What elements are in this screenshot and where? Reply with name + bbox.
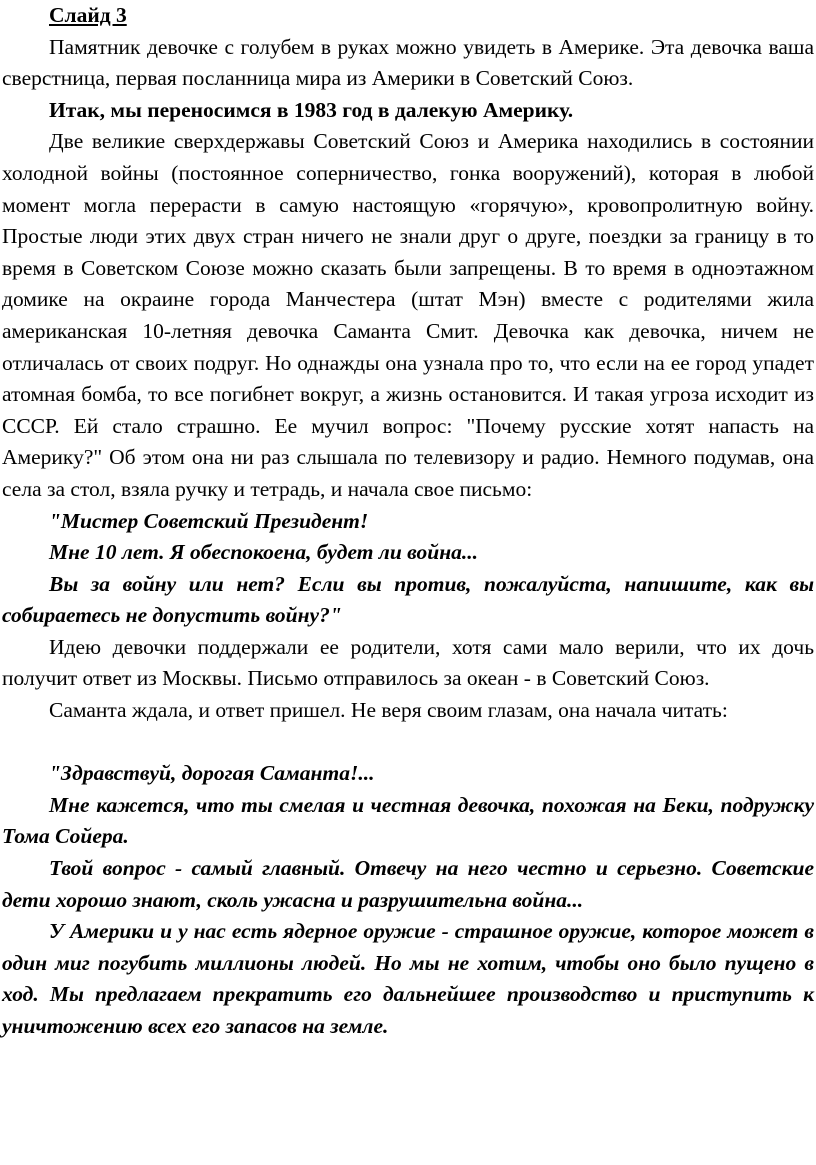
reply-paragraph: Твой вопрос - самый главный. Отвечу на него честно и серьезно. Советские дети хорошо знают, сколь ужасна и разрушительна война...	[2, 856, 814, 912]
slide-title: Слайд 3	[49, 3, 127, 27]
letter-question: Вы за войну или нет? Если вы против, пожалуйста, напишите, как вы собираетесь не допустить войну?"	[2, 571, 814, 628]
reply-paragraph: Мне кажется, что ты смелая и честная девочка, похожая на Беки, подружку Тома Сойера.	[2, 792, 814, 849]
reply-greeting: "Здравствуй, дорогая Саманта!...	[49, 761, 375, 786]
parents-paragraph: Идею девочки поддержали ее родители, хотя сами мало верили, что их дочь получит ответ из Москвы. Письмо отправилось за океан - в Советский Союз.	[2, 634, 814, 691]
history-paragraph: Две великие сверхдержавы Советский Союз и Америка находились в состоянии холодной войны (постоянное соперничество, гонка вооружений), которая в любой момент могла перерасти в самую настоящую «горячую», кровопролитную войну. Простые люди этих двух стран ничего не знали друг о друге, поездки за границу в то время в Советском Союзе можно сказать были запрещены. В то время в одноэтажном домике на окраине города Манчестера (штат Мэн) вместе с родителями жила американская 10-летняя девочка Саманта Смит. Девочка как девочка, ничем не отличалась от своих подруг. Но однажды она узнала про то, что если на ее город упадет атомная бомба, то все погибнет вокруг, а жизнь остановится. И такая угроза исходит из СССР. Ей стало страшно. Ее мучил вопрос: "Почему русские хотят напасть на Америку?" Об этом она ни раз слышала по телевизору и радио. Немного подумав, она села за стол, взяла ручку и тетрадь, и начала свое письмо:	[2, 129, 814, 501]
bold-heading-paragraph: Итак, мы переносимся в 1983 год в далекую Америку.	[49, 97, 574, 122]
letter-greeting: "Мистер Советский Президент!	[49, 508, 369, 533]
intro-paragraph: Памятник девочке с голубем в руках можно увидеть в Америке. Эта девочка ваша сверстница, первая посланница мира из Америки в Советский Союз.	[2, 34, 814, 91]
answer-paragraph: Саманта ждала, и ответ пришел. Не веря своим глазам, она начала читать:	[49, 698, 728, 723]
letter-line: Мне 10 лет. Я обеспокоена, будет ли война...	[49, 540, 479, 565]
blank-line	[2, 727, 814, 759]
reply-paragraph: У Америки и у нас есть ядерное оружие - страшное оружие, которое может в один миг погубить миллионы людей. Но мы не хотим, чтобы оно было пущено в ход. Мы предлагаем прекратить его дальнейшее производство и приступить к уничтожению всех его запасов на земле.	[2, 919, 814, 1038]
